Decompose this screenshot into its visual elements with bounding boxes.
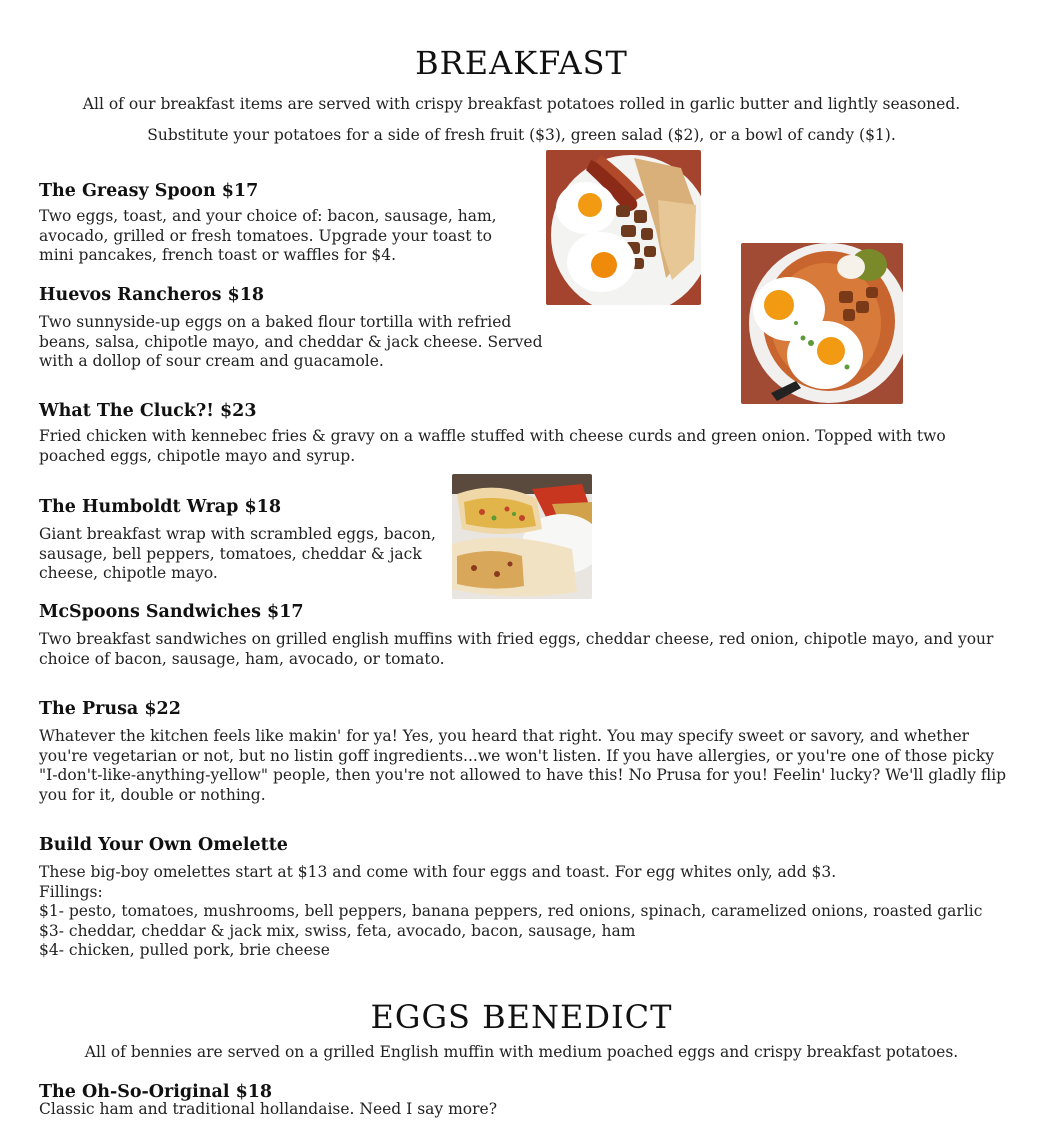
item-title-huevos-rancheros: Huevos Rancheros $18: [39, 285, 265, 305]
item-desc-prusa: Whatever the kitchen feels like makin' for ya! Yes, you heard that right. You may specify sweet or savory, and whether you're vegetarian or not, but no listin goff ingredients...we won't listen. If you have allergies, or you're one of those picky "I-don't-like-anything-yellow" people, then you're not allowed to have this! No Prusa for you! Feelin' lucky? We'll gladly flip you for it, double or nothing.: [39, 727, 1007, 804]
item-title-omelette: Build Your Own Omelette: [39, 835, 288, 855]
item-title-prusa: The Prusa $22: [39, 699, 181, 719]
item-desc-huevos-rancheros: Two sunnyside-up eggs on a baked flour tortilla with refried beans, salsa, chipotle mayo, and cheddar & jack cheese. Served with a dollop of sour cream and guacamole.: [39, 313, 543, 370]
item-title-oh-so-original: The Oh-So-Original $18: [39, 1082, 273, 1102]
omelette-line-fillings: Fillings:: [39, 882, 103, 901]
section-title-breakfast: BREAKFAST: [415, 44, 628, 82]
omelette-line-4-dollar: $4- chicken, pulled pork, brie cheese: [39, 941, 330, 959]
item-title-what-the-cluck: What The Cluck?! $23: [39, 401, 257, 421]
humboldt-wrap-photo: [452, 474, 592, 599]
omelette-line-price: These big-boy omelettes start at $13 and come with four eggs and toast. For egg whites only, add $3.: [39, 863, 837, 881]
item-title-mcspoons: McSpoons Sandwiches $17: [39, 602, 304, 622]
item-desc-what-the-cluck: Fried chicken with kennebec fries & gravy on a waffle stuffed with cheese curds and green onion. Topped with two poached eggs, chipotle mayo and syrup.: [39, 427, 946, 465]
item-desc-greasy-spoon: Two eggs, toast, and your choice of: bacon, sausage, ham, avocado, grilled or fresh tomatoes. Upgrade your toast to mini pancakes, french toast or waffles for $4.: [39, 207, 497, 264]
item-title-greasy-spoon: The Greasy Spoon $17: [39, 181, 259, 201]
omelette-line-1-dollar: $1- pesto, tomatoes, mushrooms, bell peppers, banana peppers, red onions, spinach, caramelized onions, roasted garlic: [39, 902, 983, 920]
benedict-intro: All of bennies are served on a grilled English muffin with medium poached eggs and crispy breakfast potatoes.: [84, 1043, 959, 1061]
greasy-spoon-photo: [546, 150, 701, 305]
breakfast-intro-line-1: All of our breakfast items are served with crispy breakfast potatoes rolled in garlic butter and lightly seasoned.: [82, 95, 961, 113]
breakfast-intro-line-2: Substitute your potatoes for a side of fresh fruit ($3), green salad ($2), or a bowl of candy ($1).: [147, 126, 896, 144]
item-desc-mcspoons: Two breakfast sandwiches on grilled english muffins with fried eggs, cheddar cheese, red onion, chipotle mayo, and your choice of bacon, sausage, ham, avocado, or tomato.: [39, 630, 994, 668]
item-desc-oh-so-original: Classic ham and traditional hollandaise. Need I say more?: [39, 1100, 497, 1118]
omelette-line-3-dollar: $3- cheddar, cheddar & jack mix, swiss, feta, avocado, bacon, sausage, ham: [39, 921, 636, 940]
section-title-eggs-benedict: EGGS BENEDICT: [370, 998, 673, 1036]
huevos-rancheros-photo: [741, 243, 903, 404]
item-desc-humboldt-wrap: Giant breakfast wrap with scrambled eggs, bacon, sausage, bell peppers, tomatoes, cheddar & jack cheese, chipotle mayo.: [39, 525, 436, 582]
item-title-humboldt-wrap: The Humboldt Wrap $18: [39, 497, 282, 517]
omelette-desc: [39, 863, 1029, 961]
